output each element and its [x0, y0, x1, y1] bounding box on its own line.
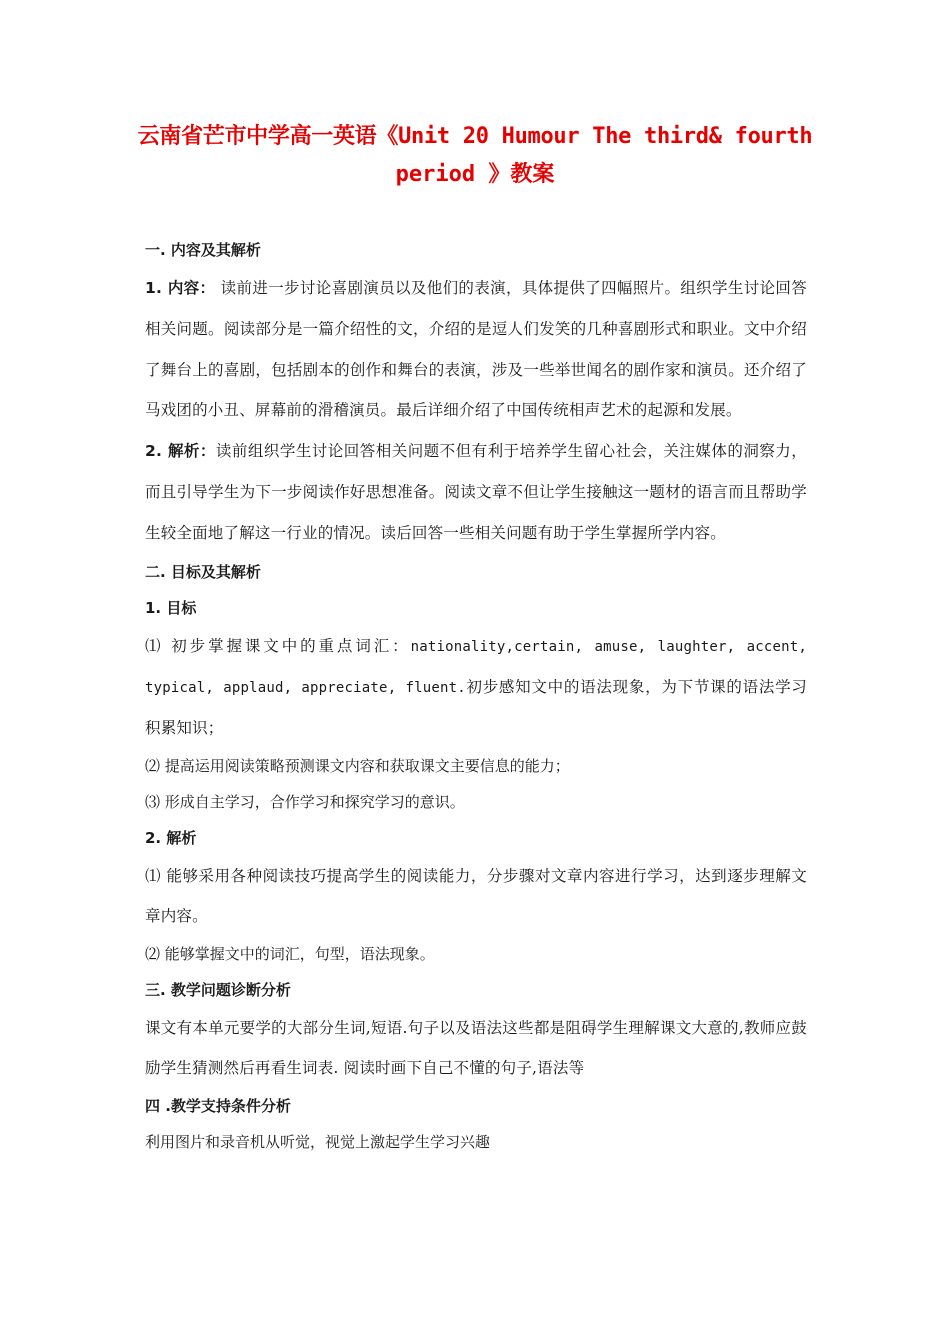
goal-item-1 [145, 626, 807, 748]
goal-1-prefix: ⑴ 初步掌握课文中的重点词汇： [145, 636, 411, 655]
goal-item-2: ⑵ 提高运用阅读策略预测课文内容和获取课文主要信息的能力； [145, 756, 570, 775]
analysis-paragraph [145, 431, 807, 553]
content-lead: 1. 内容： [145, 279, 216, 297]
section-heading-content: 一. 内容及其解析 [145, 241, 261, 259]
title-line-1: 云南省芒市中学高一英语《Unit 20 Humour The third& fourth [137, 124, 813, 149]
analysis-lead: 2. 解析： [145, 442, 216, 461]
section-heading-goals: 二. 目标及其解析 [145, 562, 261, 581]
support-paragraph: 利用图片和录音机从听觉，视觉上激起学生学习兴趣 [145, 1132, 491, 1151]
goal-item-3: ⑶ 形成自主学习，合作学习和探究学习的意识。 [145, 792, 465, 811]
content-paragraph [145, 268, 807, 431]
goal-1-suffix: 初步感知文中的语法现象，为下节课的语法学习积累知识； [145, 677, 808, 737]
goal-1-words: nationality,certain, amuse, laughter, accent, typical, applaud, appreciate, fluent. [145, 638, 807, 696]
subheading-analysis: 2. 解析 [145, 828, 197, 847]
diagnosis-paragraph: 课文有本单元要学的大部分生词,短语.句子以及语法这些都是阻碍学生理解课文大意的,教师应鼓励学生猜测然后再看生词表. 阅读时画下自己不懂的句子,语法等 [145, 1018, 807, 1077]
document-title [120, 118, 830, 194]
analysis-item-1: ⑴ 能够采用各种阅读技巧提高学生的阅读能力，分步骤对文章内容进行学习，达到逐步理解文章内容。 [145, 866, 807, 925]
subheading-goals: 1. 目标 [145, 598, 197, 617]
document-body [145, 232, 807, 1160]
title-line-2: period 》教案 [395, 162, 555, 187]
section-heading-diagnosis: 三. 教学问题诊断分析 [145, 980, 291, 999]
content-text: 读前进一步讨论喜剧演员以及他们的表演，具体提供了四幅照片。组织学生讨论回答相关问题。阅读部分是一篇介绍性的文，介绍的是逗人们发笑的几种喜剧形式和职业。文中介绍了舞台上的喜剧，包括剧本的创作和舞台的表演，涉及一些举世闻名的剧作家和演员。还介绍了马戏团的小丑、屏幕前的滑稽演员。最后详细介绍了中国传统相声艺术的起源和发展。 [145, 279, 807, 420]
section-heading-support: 四 .教学支持条件分析 [145, 1096, 291, 1115]
analysis-text: 读前组织学生讨论回答相关问题不但有利于培养学生留心社会，关注媒体的洞察力，而且引导学生为下一步阅读作好思想准备。阅读文章不但让学生接触这一题材的语言而且帮助学生较全面地了解这一行业的情况。读后回答一些相关问题有助于学生掌握所学内容。 [145, 442, 807, 542]
analysis-item-2: ⑵ 能够掌握文中的词汇，句型，语法现象。 [145, 944, 435, 963]
